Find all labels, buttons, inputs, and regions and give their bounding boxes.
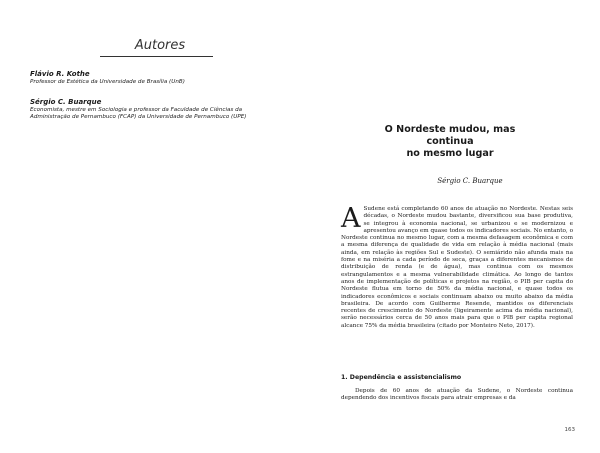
body-paragraph: Sudene está completando 60 anos de atuação no Nordeste. Nestas seis décadas, o Nordeste mudou bastante, diversificou sua base produtiva, se integrou à economia nacional, se urbanizou e se modernizou e apresentou avanço em quase todos os indicadores sociais. No entanto, o Nordeste continua no mesmo lugar, com a mesma defasagem econômica e com a mesma diferença de qualidade de vida em relação à média nacional (mais ainda, em relação às regiões Sul e Sudeste). O semiárido não afunda mais na fome e na miséria a cada período de seca, graças a diferentes mecanismos de distribuição de renda (e de água), mas continua com os mesmos estrangulamentos e a mesma vulnerabilidade climática. Ao longo de tantos anos de implementação de políticas e projetos na região, o PIB per capita do Nordeste flutua em torno de 50% da média nacional, e quase todos os indicadores econômicos e sociais continuam abaixo ou muito abaixo da média brasileira. De acordo com Guilherme Resende, mantidos os diferenciais recentes de crescimento do Nordeste (ligeiramente acima da média nacional), serão necessários cerca de 50 anos mais para que o PIB per capita regional alcance 75% da média brasileira (citado por Monteiro Neto, 2017). (341, 206, 573, 329)
author-description: Economista, mestre em Sociologia e professor da Faculdade de Ciências da Administração de Pernambuco (FCAP) da Universidade de Pernambuco (UPE) (30, 107, 247, 121)
article-title (360, 124, 540, 160)
author-entry (30, 70, 280, 86)
article-body (341, 203, 573, 330)
author-name: Sérgio C. Buarque (30, 98, 102, 106)
section-paragraph: Depois de 60 anos de atuação da Sudene, o Nordeste continua dependendo dos incentivos fiscais para atrair empresas e da (341, 388, 573, 402)
author-name: Flávio R. Kothe (30, 70, 90, 78)
author-entry (30, 98, 280, 121)
article-title-line-1: O Nordeste mudou, mas continua (384, 124, 516, 147)
article-title-line-2: no mesmo lugar (406, 148, 494, 159)
section-heading: 1. Dependência e assistencialismo (341, 374, 462, 381)
page-number: 163 (564, 427, 575, 433)
authors-heading: Autores (134, 38, 186, 53)
drop-cap: A (341, 203, 361, 234)
heading-rule (100, 56, 213, 57)
article-author: Sérgio C. Buarque (437, 177, 503, 185)
author-description: Professor de Estética da Universidade de Brasília (UnB) (30, 79, 185, 85)
